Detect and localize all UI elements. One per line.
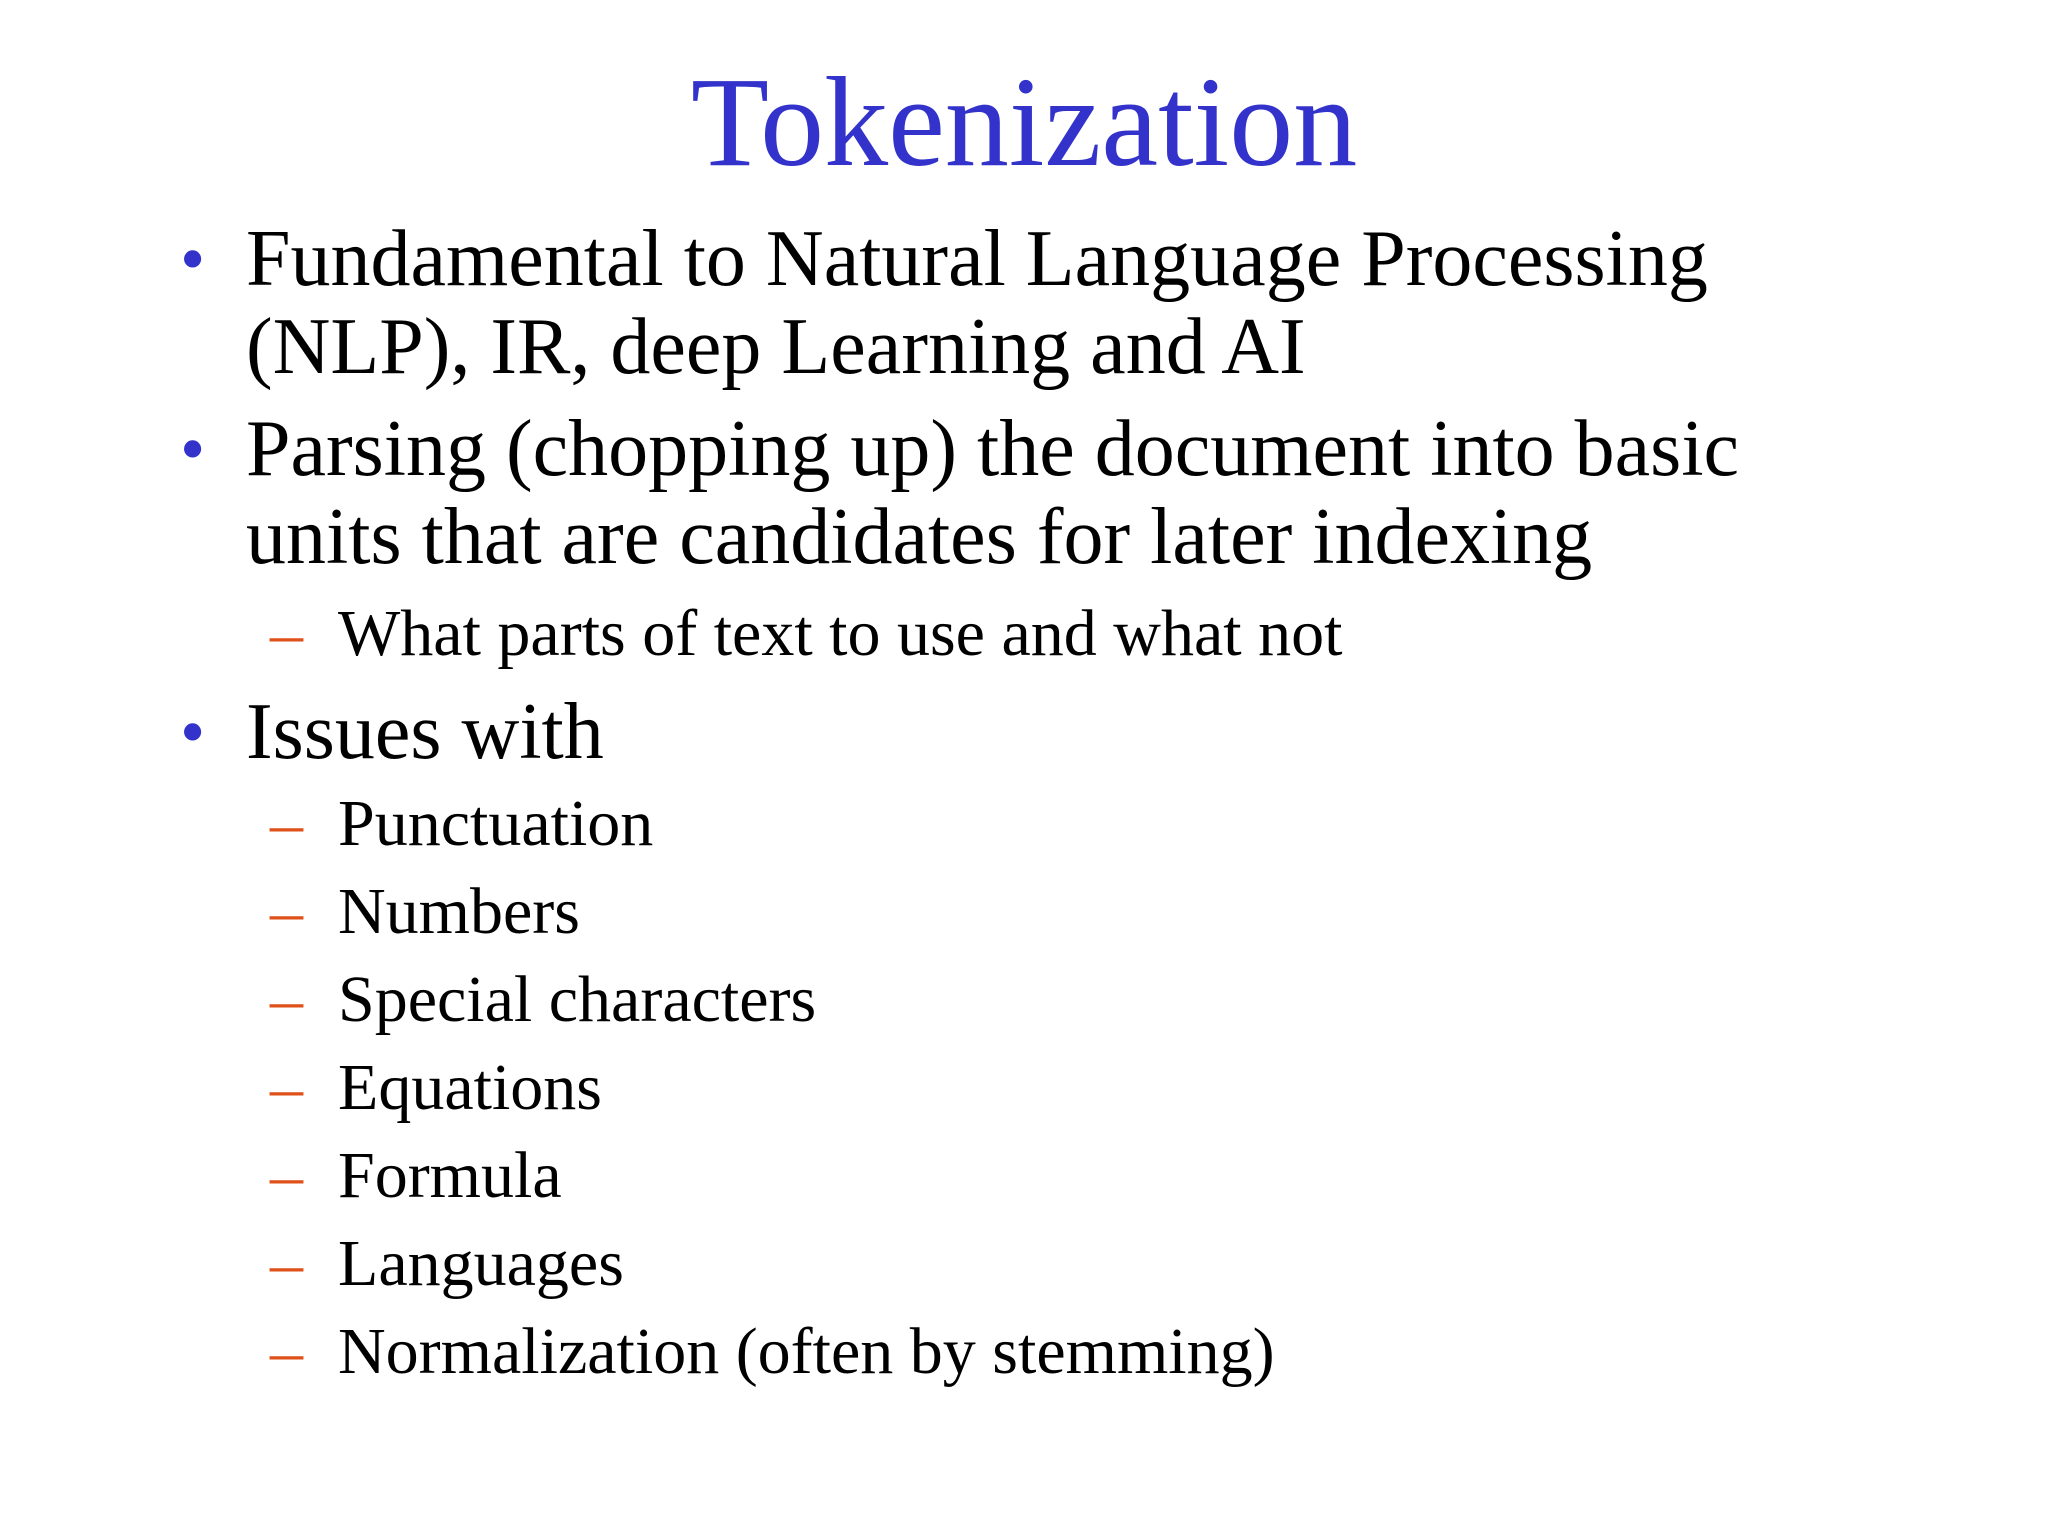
- sub-marker-icon: –: [270, 1051, 303, 1124]
- sub-marker-icon: –: [270, 597, 303, 670]
- bullet-3-sub-3: Special characters: [338, 963, 817, 1036]
- bullet-3-sub-2: Numbers: [338, 875, 580, 948]
- bullet-2-sub-1: What parts of text to use and what not: [338, 597, 1343, 670]
- bullet-2-line-2: units that are candidates for later indexing: [246, 493, 1593, 581]
- bullet-1-line-2: (NLP), IR, deep Learning and AI: [246, 303, 1306, 391]
- bullet-marker-icon: •: [180, 409, 206, 489]
- bullet-marker-icon: •: [180, 692, 206, 772]
- sub-marker-icon: –: [270, 787, 303, 860]
- bullet-1-line-1: Fundamental to Natural Language Processing: [246, 215, 1708, 303]
- sub-marker-icon: –: [270, 1315, 303, 1388]
- bullet-3-sub-1: Punctuation: [338, 787, 654, 860]
- bullet-3-sub-5: Formula: [338, 1139, 562, 1212]
- bullet-3-sub-4: Equations: [338, 1051, 602, 1124]
- bullet-3-line-1: Issues with: [246, 688, 604, 776]
- sub-marker-icon: –: [270, 1227, 303, 1300]
- sub-marker-icon: –: [270, 875, 303, 948]
- sub-marker-icon: –: [270, 963, 303, 1036]
- slide-title: Tokenization: [690, 51, 1358, 193]
- bullet-marker-icon: •: [180, 219, 206, 299]
- bullet-3-sub-7: Normalization (often by stemming): [338, 1315, 1275, 1388]
- sub-marker-icon: –: [270, 1139, 303, 1212]
- bullet-2-line-1: Parsing (chopping up) the document into basic: [246, 405, 1740, 493]
- bullet-3-sub-6: Languages: [338, 1227, 624, 1300]
